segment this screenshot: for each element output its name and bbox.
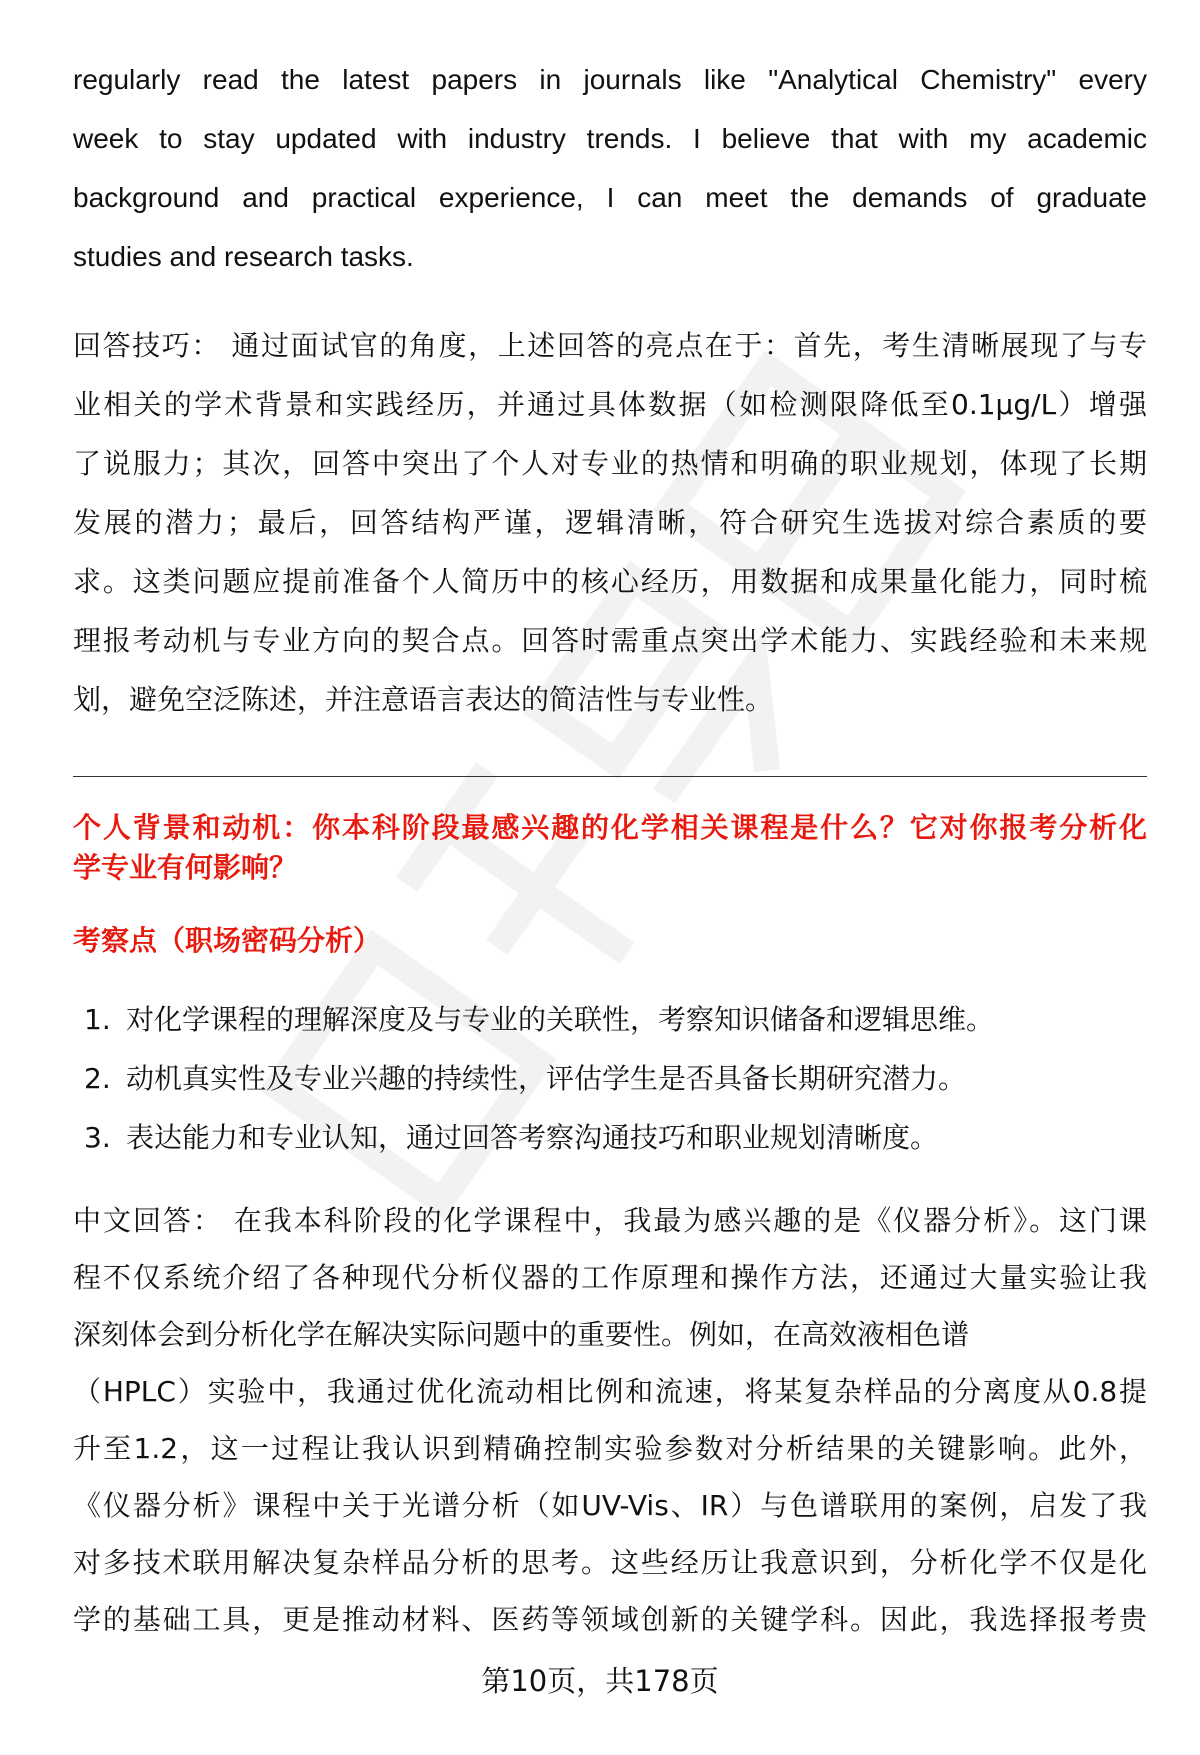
answer-tips-paragraph bbox=[73, 316, 1147, 729]
list-number: 2. bbox=[84, 1062, 111, 1095]
list-text: 动机真实性及专业兴趣的持续性，评估学生是否具备长期研究潜力。 bbox=[126, 1062, 967, 1095]
heading-line: 个人背景和动机：你本科阶段最感兴趣的化学相关课程是什么？它对你报考分析化 bbox=[73, 811, 1147, 844]
text-line: 升至1.2，这一过程让我认识到精确控制实验参数对分析结果的关键影响。此外， bbox=[73, 1432, 1147, 1465]
list-number: 3. bbox=[84, 1121, 111, 1154]
text-line: 深刻体会到分析化学在解决实际问题中的重要性。例如，在高效液相色谱 bbox=[73, 1318, 970, 1351]
chinese-answer-paragraph bbox=[73, 1192, 1147, 1648]
text-line: 求。这类问题应提前准备个人简历中的核心经历，用数据和成果量化能力，同时梳 bbox=[73, 565, 1147, 598]
text-line: 程不仅系统介绍了各种现代分析仪器的工作原理和操作方法，还通过大量实验让我 bbox=[73, 1261, 1147, 1294]
text-line: 业相关的学术背景和实践经历，并通过具体数据（如检测限降低至0.1μg/L）增强 bbox=[73, 388, 1147, 421]
text-line: （HPLC）实验中，我通过优化流动相比例和流速，将某复杂样品的分离度从0.8提 bbox=[73, 1375, 1147, 1408]
text-line: regularly read the latest papers in journals like "Analytical Chemistry" every bbox=[73, 64, 1147, 95]
text-line: 理报考动机与专业方向的契合点。回答时需重点突出学术能力、实践经验和未来规 bbox=[73, 624, 1147, 657]
text-line: studies and research tasks. bbox=[73, 241, 414, 272]
list-item bbox=[84, 1108, 994, 1167]
text-line: week to stay updated with industry trends. I believe that with my academic bbox=[73, 123, 1147, 154]
text-line: 了说服力；其次，回答中突出了个人对专业的热情和明确的职业规划，体现了长期 bbox=[73, 447, 1147, 480]
text-line: 《仪器分析》课程中关于光谱分析（如UV-Vis、IR）与色谱联用的案例，启发了我 bbox=[73, 1489, 1147, 1522]
text-line: 划，避免空泛陈述，并注意语言表达的简洁性与专业性。 bbox=[73, 683, 774, 716]
question-heading bbox=[73, 808, 1147, 888]
section-divider bbox=[73, 776, 1147, 777]
english-answer-paragraph bbox=[73, 50, 1147, 286]
assessment-points-list bbox=[84, 990, 994, 1167]
text-line: 对多技术联用解决复杂样品分析的思考。这些经历让我意识到，分析化学不仅是化 bbox=[73, 1546, 1147, 1579]
assessment-heading bbox=[73, 921, 1147, 961]
text-line: background and practical experience, I can meet the demands of graduate bbox=[73, 182, 1147, 213]
list-text: 对化学课程的理解深度及与专业的关联性，考察知识储备和逻辑思维。 bbox=[126, 1003, 995, 1036]
assessment-heading-text: 考察点（职场密码分析） bbox=[73, 924, 382, 957]
list-item bbox=[84, 1049, 994, 1108]
text-line: 学的基础工具，更是推动材料、医药等领域创新的关键学科。因此，我选择报考贵 bbox=[73, 1603, 1147, 1636]
list-item bbox=[84, 990, 994, 1049]
list-number: 1. bbox=[84, 1003, 111, 1036]
text-line: 回答技巧： 通过面试官的角度，上述回答的亮点在于：首先，考生清晰展现了与专 bbox=[73, 329, 1147, 362]
heading-line: 学专业有何影响？ bbox=[73, 851, 298, 884]
text-line: 中文回答： 在我本科阶段的化学课程中，我最为感兴趣的是《仪器分析》。这门课 bbox=[73, 1204, 1147, 1237]
list-text: 表达能力和专业认知，通过回答考察沟通技巧和职业规划清晰度。 bbox=[126, 1121, 939, 1154]
page-number-footer: 第10页，共178页 bbox=[481, 1664, 719, 1698]
text-line: 发展的潜力；最后，回答结构严谨，逻辑清晰，符合研究生选拔对综合素质的要 bbox=[73, 506, 1147, 539]
